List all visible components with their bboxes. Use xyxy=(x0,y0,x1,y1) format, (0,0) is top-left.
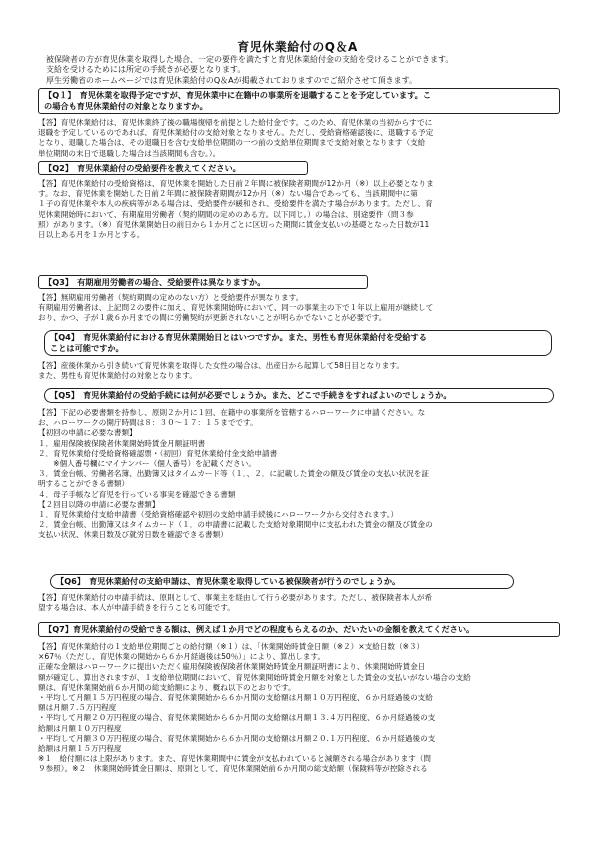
answer-line: 給額は月額１５万円程度 xyxy=(38,744,122,754)
question-7 xyxy=(38,622,560,637)
answer-line: 有期雇用労働者は、上記問２の要件に加え、育児休業開始時において、同一の事業主の下で１年以上雇用が継続して xyxy=(38,303,434,313)
question-5 xyxy=(44,388,554,403)
question-4 xyxy=(44,330,552,356)
answer-line: 【答】育児休業給付の１支給単位期間ごとの給付額（※１）は、「休業開始時賃金日額（※２）×支給日数（※３） xyxy=(38,642,425,651)
answer-line: お、ハローワークの開庁時間は８：３０～１７：１５までです。 xyxy=(38,418,258,428)
answer-line: ・平均して月額３０万円程度の場合、育児休業開始から６か月間の支給額は月額２０.１万円程度、６か月経過後の支 xyxy=(38,733,436,743)
answer-line: 正確な金額はハローワークに提出いただく雇用保険被保険者休業開始時賃金月額証明書により、休業開始時賃金日 xyxy=(38,662,426,672)
answer-line: 【２回目以降の申請に必要な書類】 xyxy=(38,499,160,509)
answer-line: ９参照）。※２ 休業開始時賃金日額は、原則として、育児休業開始前６か月間の総支給額（保険料等が控除される xyxy=(38,764,428,774)
answer-line: 【答】産後休業から引き続いて育児休業を取得した女性の場合は、出産日から起算して58日目となります。 xyxy=(38,361,404,370)
answer-line: ×67％（ただし、育児休業の開始から６か月経過後は50％）」により、算出します。 xyxy=(38,652,326,662)
intro-text xyxy=(46,55,556,86)
page-title: 育児休業給付のQ＆A xyxy=(237,40,358,54)
question-line: 【Q7】育児休業給付の受給できる額は、例えば１か月でどの程度もらえるのか、だいたいの金額を教えてください。 xyxy=(44,624,475,634)
question-line: 【Q5】 育児休業給付の受給手続には何が必要でしょうか。また、どこで手続きをすればよいのでしょうか。 xyxy=(50,390,452,400)
question-line: の場合も育児休業給付の対象となりますか。 xyxy=(44,100,208,111)
answer-line: ２．育児休業給付受給資格確認票・（初回）育児休業給付金支給申請書 xyxy=(38,448,278,458)
question-line: 【Q１】 育児休業を取得予定ですが、育児休業中に在籍中の事業所を退職することを予定しています。こ xyxy=(44,90,432,100)
answer-1 xyxy=(38,118,560,159)
answer-line: ４．母子手帳など育児を行っている事実を確認できる書類 xyxy=(38,489,236,499)
answer-line: ３．賃金台帳、労働者名簿、出勤簿又はタイムカード等（１．、２．に記載した賃金の額及び賃金の支払い状況を証 xyxy=(38,469,429,479)
intro-line: 支給を受けるためには所定の手続きが必要となります。 xyxy=(46,65,246,75)
question-line: ことは可能ですか。 xyxy=(50,342,124,353)
answer-line: また、男性も育児休業給付の対象となります。 xyxy=(38,371,197,381)
answer-line: 単位期間の末日で退職した場合は当該期間も含む。）。 xyxy=(38,148,221,158)
answer-line: 額は、育児休業開始前６か月間の総支給額により、概ね以下のとおりです。 xyxy=(38,682,296,692)
question-6 xyxy=(50,574,514,589)
answer-line: 望する場合は、本人が申請手続きを行うことも可能です。 xyxy=(38,603,235,613)
answer-line: ・平均して月額１５万円程度の場合、育児休業開始から６か月間の支給額は月額１０万円程度、６か月経過後の支給 xyxy=(38,693,433,703)
answer-line: 明することができる書類） xyxy=(38,479,130,489)
answer-line: ※１ 給付額には上限があります。また、育児休業期間中に賃金が支払われていると減額される場合があります（問 xyxy=(38,754,432,764)
answer-line: 【答】育児休業給付は、育児休業終了後の職場復帰を前提とした給付金です。このため、育児休業の当初からすでに xyxy=(38,118,433,127)
question-3 xyxy=(38,275,368,289)
answer-line: 児休業開始時において、有期雇用労働者（契約期間の定めのある方。以下同じ。）の場合は、別途要件（問３参 xyxy=(38,209,414,219)
question-1 xyxy=(38,88,560,114)
answer-line: １子の育児休業や本人の疾病等がある場合は、受給要件が緩和され、受給要件を満たす場合があります。ただし、育 xyxy=(38,199,433,209)
answer-line: す。なお、育児休業を開始した日前２年間に被保険者期間が12か月（※）ない場合であっても、当該期間中に第 xyxy=(38,189,418,199)
question-line: 【Q3】 有期雇用労働者の場合、受給要件は異なりますか。 xyxy=(44,277,266,287)
answer-line: 【答】無期雇用労働者（契約期間の定めのない方）と受給要件が異なります。 xyxy=(38,293,304,302)
answer-line: おり、かつ、子が１歳６か月までの間に労働契約が更新されないことが明らかでないことが必要です。 xyxy=(38,313,387,323)
answer-line: 給額は月額１０万円程度 xyxy=(38,723,122,733)
answer-line: 支払い状況、休業日数及び就労日数を確認できる書類） xyxy=(38,530,228,540)
answer-line: 退職を予定しているのであれば、育児休業給付の支給対象となりません。ただし、受給資格確認後に、退職する予定 xyxy=(38,128,434,138)
intro-line: 被保険者の方が育児休業を取得した場合、一定の要件を満たすと育児休業給付金の支給を受けることができます。 xyxy=(46,55,454,64)
answer-line: ※個人番号欄にマイナンバー（個人番号）を記載ください。 xyxy=(38,459,256,469)
answer-line: 【答】育児休業給付の受給資格は、育児休業を開始した日前２年間に被保険者期間が12か月（※）以上必要となりま xyxy=(38,179,434,188)
answer-line: ２．賃金台帳、出勤簿又はタイムカード（１．の申請書に記載した支給対象期間中に支払われた賃金の額及び賃金の xyxy=(38,520,433,530)
answer-line: １．雇用保険被保険者休業開始時賃金月額証明書 xyxy=(38,438,206,448)
intro-line: 厚生労働省のホームページでは育児休業給付のQ＆Aが掲載されておりますのでご紹介させて頂きます。 xyxy=(46,75,417,85)
answer-6 xyxy=(38,593,560,613)
answer-line: 【初回の申請に必要な書類】 xyxy=(38,428,137,438)
answer-3 xyxy=(38,293,560,324)
answer-line: 日以上ある月を１か月とする。 xyxy=(38,230,145,240)
answer-line: 【答】育児休業給付の申請手続は、原則として、事業主を経由して行う必要があります。ただし、被保険者本人が希 xyxy=(38,593,433,602)
answer-line: となり、退職した場合は、その退職日を含む支給単位期間の一つ前の支給単位期間まで支給対象となります（支給 xyxy=(38,138,426,148)
answer-line: 【答】下記の必要書類を持参し、原則２か月に１回、在籍中の事業所を管轄するハローワークに申請ください。な xyxy=(38,408,426,417)
answer-5 xyxy=(38,408,560,541)
answer-7 xyxy=(38,642,560,775)
answer-line: 額は月額７.５万円程度 xyxy=(38,703,117,713)
answer-4 xyxy=(38,361,560,381)
answer-line: 額が確定し、算出されますが、１支給単位期間において、育児休業開始時賃金月額を対象とした賃金の支払いがない場合の支給 xyxy=(38,672,471,682)
answer-line: ・平均して月額２０万円程度の場合、育児休業開始から６か月間の支給額は月額１３.４万円程度、６か月経過後の支 xyxy=(38,713,436,723)
answer-2 xyxy=(38,179,560,240)
question-line: 【Q6】 育児休業給付の支給申請は、育児休業を取得している被保険者が行うのでしょうか。 xyxy=(56,576,401,586)
answer-line: 照）があります。（※）育児休業開始日の前日から１か月ごとに区切った期間に賃金支払いの基礎となった日数が11 xyxy=(38,219,430,229)
question-line: 【Q4】 育児休業給付における育児休業開始日とはいつですか。また、男性も育児休業給付を受給する xyxy=(50,332,427,342)
answer-line: １．育児休業給付支給申請書（受給資格確認や初回の支給申請手続後にハローワークから交付されます。） xyxy=(38,510,399,520)
question-2 xyxy=(38,161,308,175)
question-line: 【Q2】 育児休業給付の受給要件を教えてください。 xyxy=(44,163,241,173)
